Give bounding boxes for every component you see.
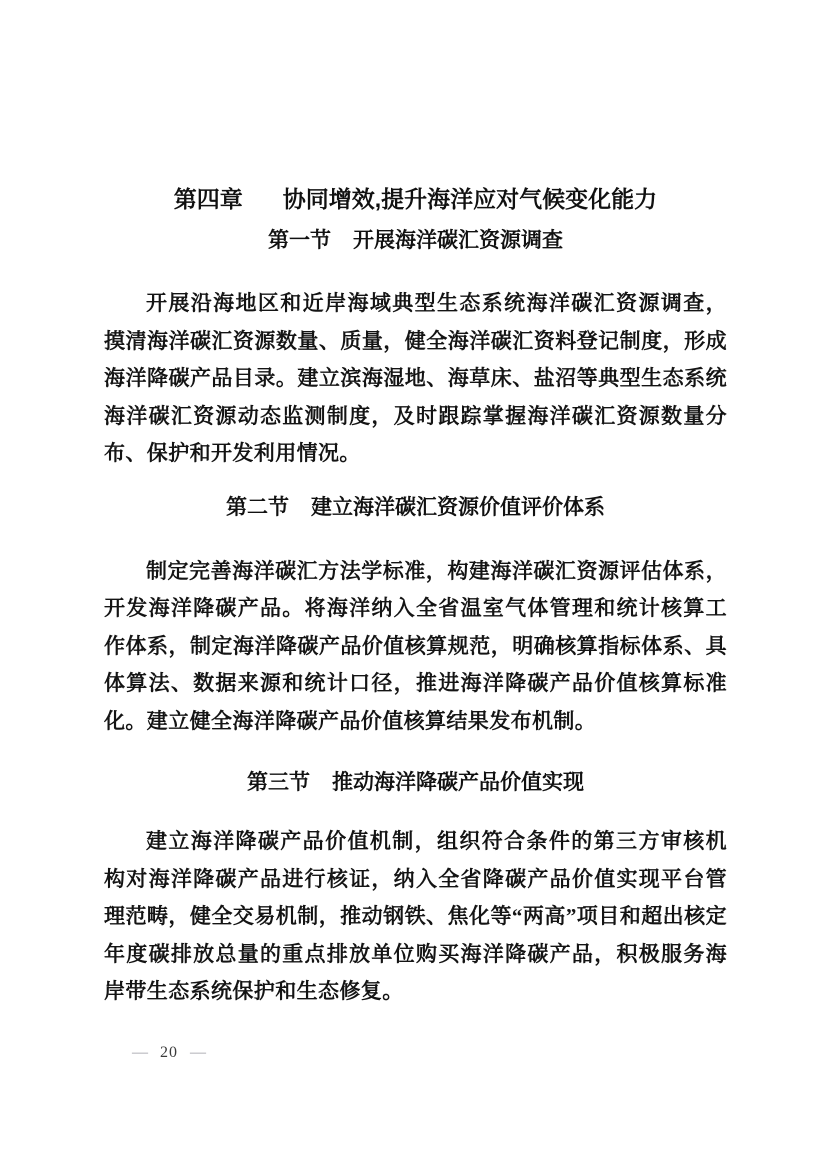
chapter-heading (104, 185, 727, 213)
paragraph-line: 海洋碳汇资源动态监测制度，及时跟踪掌握海洋碳汇资源数量分 (104, 403, 727, 428)
section-3-heading (104, 769, 727, 795)
paragraph-line: 化。建立健全海洋降碳产品价值核算结果发布机制。 (104, 708, 597, 733)
paragraph-line: 构对海洋降碳产品进行核证，纳入全省降碳产品价值实现平台管 (104, 866, 727, 891)
footer-dash-left: — (132, 1044, 148, 1061)
chapter-number-label: 第四章 (173, 186, 243, 212)
section-1-heading (104, 227, 727, 253)
page-footer (132, 1044, 206, 1062)
section-2-paragraph (104, 553, 727, 741)
section-3-number-label: 第三节 (247, 770, 310, 794)
paragraph-line: 开发海洋降碳产品。将海洋纳入全省温室气体管理和统计核算工 (104, 596, 727, 620)
section-1-title-text: 开展海洋碳汇资源调查 (353, 228, 563, 252)
section-2-number-label: 第二节 (226, 494, 289, 519)
page-content (104, 185, 727, 1011)
section-1-number-label: 第一节 (268, 228, 331, 252)
footer-dash-right: — (190, 1044, 206, 1061)
paragraph-line: 摸清海洋碳汇资源数量、质量，健全海洋碳汇资料登记制度，形成 (104, 328, 727, 353)
paragraph-line: 制定完善海洋碳汇方法学标准，构建海洋碳汇资源评估体系， (146, 558, 727, 583)
paragraph-line: 作体系，制定海洋降碳产品价值核算规范，明确核算指标体系、具 (104, 633, 727, 658)
paragraph-line: 岸带生态系统保护和生态修复。 (104, 979, 404, 1003)
section-2-title-text: 建立海洋碳汇资源价值评价体系 (311, 494, 605, 519)
chapter-title-text: 协同增效,提升海洋应对气候变化能力 (282, 186, 658, 212)
paragraph-line: 布、保护和开发利用情况。 (104, 441, 361, 465)
section-3-title-text: 推动海洋降碳产品价值实现 (332, 770, 584, 794)
section-2-heading (104, 494, 727, 520)
paragraph-line: 体算法、数据来源和统计口径，推进海洋降碳产品价值核算标准 (104, 671, 727, 695)
page-number: 20 (160, 1044, 178, 1061)
section-3-paragraph (104, 823, 727, 1011)
paragraph-line: 海洋降碳产品目录。建立滨海湿地、海草床、盐沼等典型生态系统 (104, 366, 727, 390)
paragraph-line: 年度碳排放总量的重点排放单位购买海洋降碳产品，积极服务海 (104, 941, 727, 966)
paragraph-line: 建立海洋降碳产品价值机制，组织符合条件的第三方审核机 (146, 829, 727, 853)
section-1-paragraph (104, 285, 727, 473)
paragraph-line: 理范畴，健全交易机制，推动钢铁、焦化等“两高”项目和超出核定 (104, 904, 727, 928)
paragraph-line: 开展沿海地区和近岸海域典型生态系统海洋碳汇资源调查， (146, 291, 727, 315)
